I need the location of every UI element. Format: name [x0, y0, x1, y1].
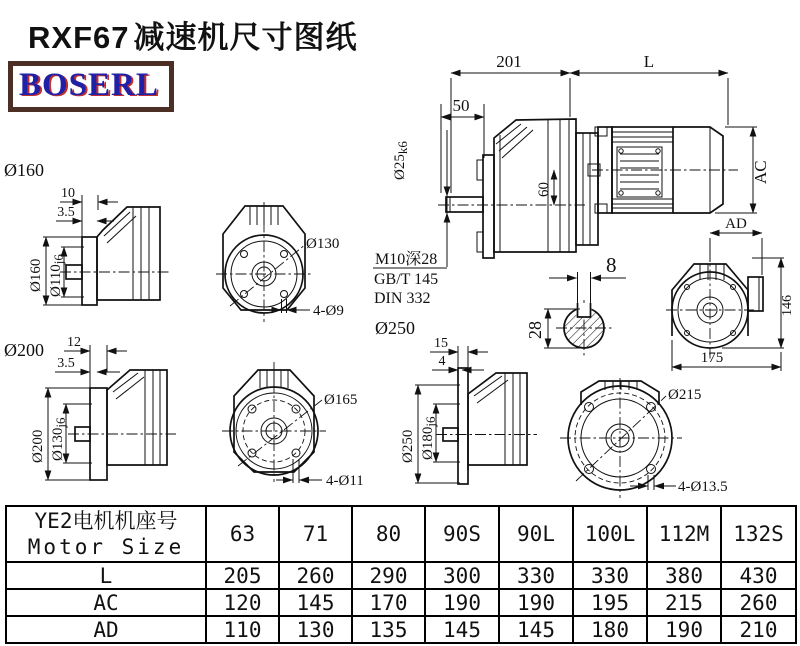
motor-size-header-en: Motor Size	[27, 535, 185, 559]
terminal-box	[748, 277, 763, 311]
dim-146: 146	[780, 295, 795, 316]
label-flange250: Ø250	[375, 318, 415, 338]
col-63: 63	[206, 506, 279, 562]
dim-50: 50	[452, 96, 470, 115]
table-row-L	[6, 562, 796, 589]
cell-AC-90s: 190	[425, 589, 499, 616]
note-thread: M10深28	[375, 251, 438, 268]
cell-AD-80: 135	[352, 616, 425, 643]
row-label-L: L	[6, 562, 206, 589]
cell-AC-112m: 215	[647, 589, 721, 616]
dim-bc165: Ø165	[324, 392, 358, 408]
note-gb-standard: GB/T 145	[374, 271, 439, 288]
view-key-section	[525, 253, 626, 356]
dim-shaft-dia: Ø25k6	[392, 141, 410, 180]
dim-hub110: Ø110j6	[48, 254, 66, 297]
dim-L: L	[643, 52, 655, 71]
cell-L-112m: 380	[647, 562, 721, 589]
cell-L-80: 290	[352, 562, 425, 589]
view-flange250-front	[560, 378, 728, 498]
cell-AD-71: 130	[279, 616, 352, 643]
adapter-housing	[576, 133, 598, 245]
row-label-AD: AD	[6, 616, 206, 643]
cell-L-63: 205	[206, 562, 279, 589]
view-ad	[666, 216, 795, 371]
col-100l: 100L	[573, 506, 647, 562]
dim-key-width: 8	[606, 253, 617, 277]
dim-4: 4	[438, 354, 446, 369]
col-90s: 90S	[425, 506, 499, 562]
label-flange160: Ø160	[4, 160, 44, 180]
brand-logo-text: BOSERL	[19, 67, 159, 103]
view-flange250-side	[375, 318, 537, 484]
dim-AD: AD	[725, 216, 747, 232]
motor-size-table	[5, 505, 797, 644]
gear-housing	[494, 119, 576, 252]
dim-10: 10	[61, 186, 75, 201]
dim-15: 15	[434, 336, 448, 351]
cell-L-132s: 430	[721, 562, 796, 589]
cell-AD-112m: 190	[647, 616, 721, 643]
dim-3-5a: 3.5	[57, 205, 75, 220]
flange160-plate	[82, 237, 97, 305]
cell-AC-90l: 190	[499, 589, 573, 616]
view-flange160-side	[4, 160, 170, 305]
cell-AC-100l: 195	[573, 589, 647, 616]
view-flange160-front	[216, 202, 344, 322]
dim-3-5b: 3.5	[57, 356, 75, 371]
note-din-standard: DIN 332	[374, 290, 431, 307]
col-71: 71	[279, 506, 352, 562]
flange200-housing	[107, 370, 167, 465]
col-80: 80	[352, 506, 425, 562]
dim-AC: AC	[751, 160, 770, 184]
cell-AC-71: 145	[279, 589, 352, 616]
dim-holes-4x13-5: 4-Ø13.5	[678, 479, 728, 495]
page-title	[28, 12, 357, 57]
cell-AC-80: 170	[352, 589, 425, 616]
view-flange200-front	[222, 362, 364, 489]
dim-od160: Ø160	[28, 258, 44, 292]
motor-size-header-cn: YE2电机机座号	[34, 508, 178, 533]
col-112m: 112M	[647, 506, 721, 562]
dim-od250: Ø250	[400, 429, 416, 463]
cell-L-90l: 330	[499, 562, 573, 589]
cell-AD-90l: 145	[499, 616, 573, 643]
label-flange200: Ø200	[4, 340, 44, 360]
dim-201: 201	[496, 52, 522, 71]
cell-L-71: 260	[279, 562, 352, 589]
dim-hub130: Ø130j6	[50, 417, 68, 461]
dim-175: 175	[700, 350, 724, 366]
cell-AD-132s: 210	[721, 616, 796, 643]
mount-flange	[483, 155, 494, 258]
cell-AC-63: 120	[206, 589, 279, 616]
title-chinese: 减速机尺寸图纸	[133, 20, 358, 56]
cell-AD-63: 110	[206, 616, 279, 643]
dim-bc130: Ø130	[306, 236, 340, 252]
model-number: RXF67	[28, 20, 130, 55]
table-row-AC	[6, 589, 796, 616]
col-90l: 90L	[499, 506, 573, 562]
view-side-main	[373, 52, 770, 307]
dim-od200: Ø200	[30, 429, 46, 463]
table-row-AD	[6, 616, 796, 643]
cell-AD-100l: 180	[573, 616, 647, 643]
output-shaft	[446, 197, 483, 212]
dim-holes-4x9: 4-Ø9	[313, 303, 344, 319]
cell-AC-132s: 260	[721, 589, 796, 616]
dim-holes-4x11: 4-Ø11	[326, 473, 364, 489]
row-label-AC: AC	[6, 589, 206, 616]
motor-size-header	[6, 506, 206, 562]
table-header-row	[6, 506, 796, 562]
cell-L-90s: 300	[425, 562, 499, 589]
cell-AD-90s: 145	[425, 616, 499, 643]
dim-12: 12	[67, 335, 81, 350]
cell-L-100l: 330	[573, 562, 647, 589]
dim-key-height: 28	[525, 321, 545, 339]
view-flange200-side	[4, 335, 176, 480]
dim-hub180: Ø180j6	[420, 416, 438, 460]
brand-logo	[8, 61, 174, 112]
dim-60: 60	[536, 182, 552, 197]
dim-bc215: Ø215	[668, 387, 702, 403]
col-132s: 132S	[721, 506, 796, 562]
